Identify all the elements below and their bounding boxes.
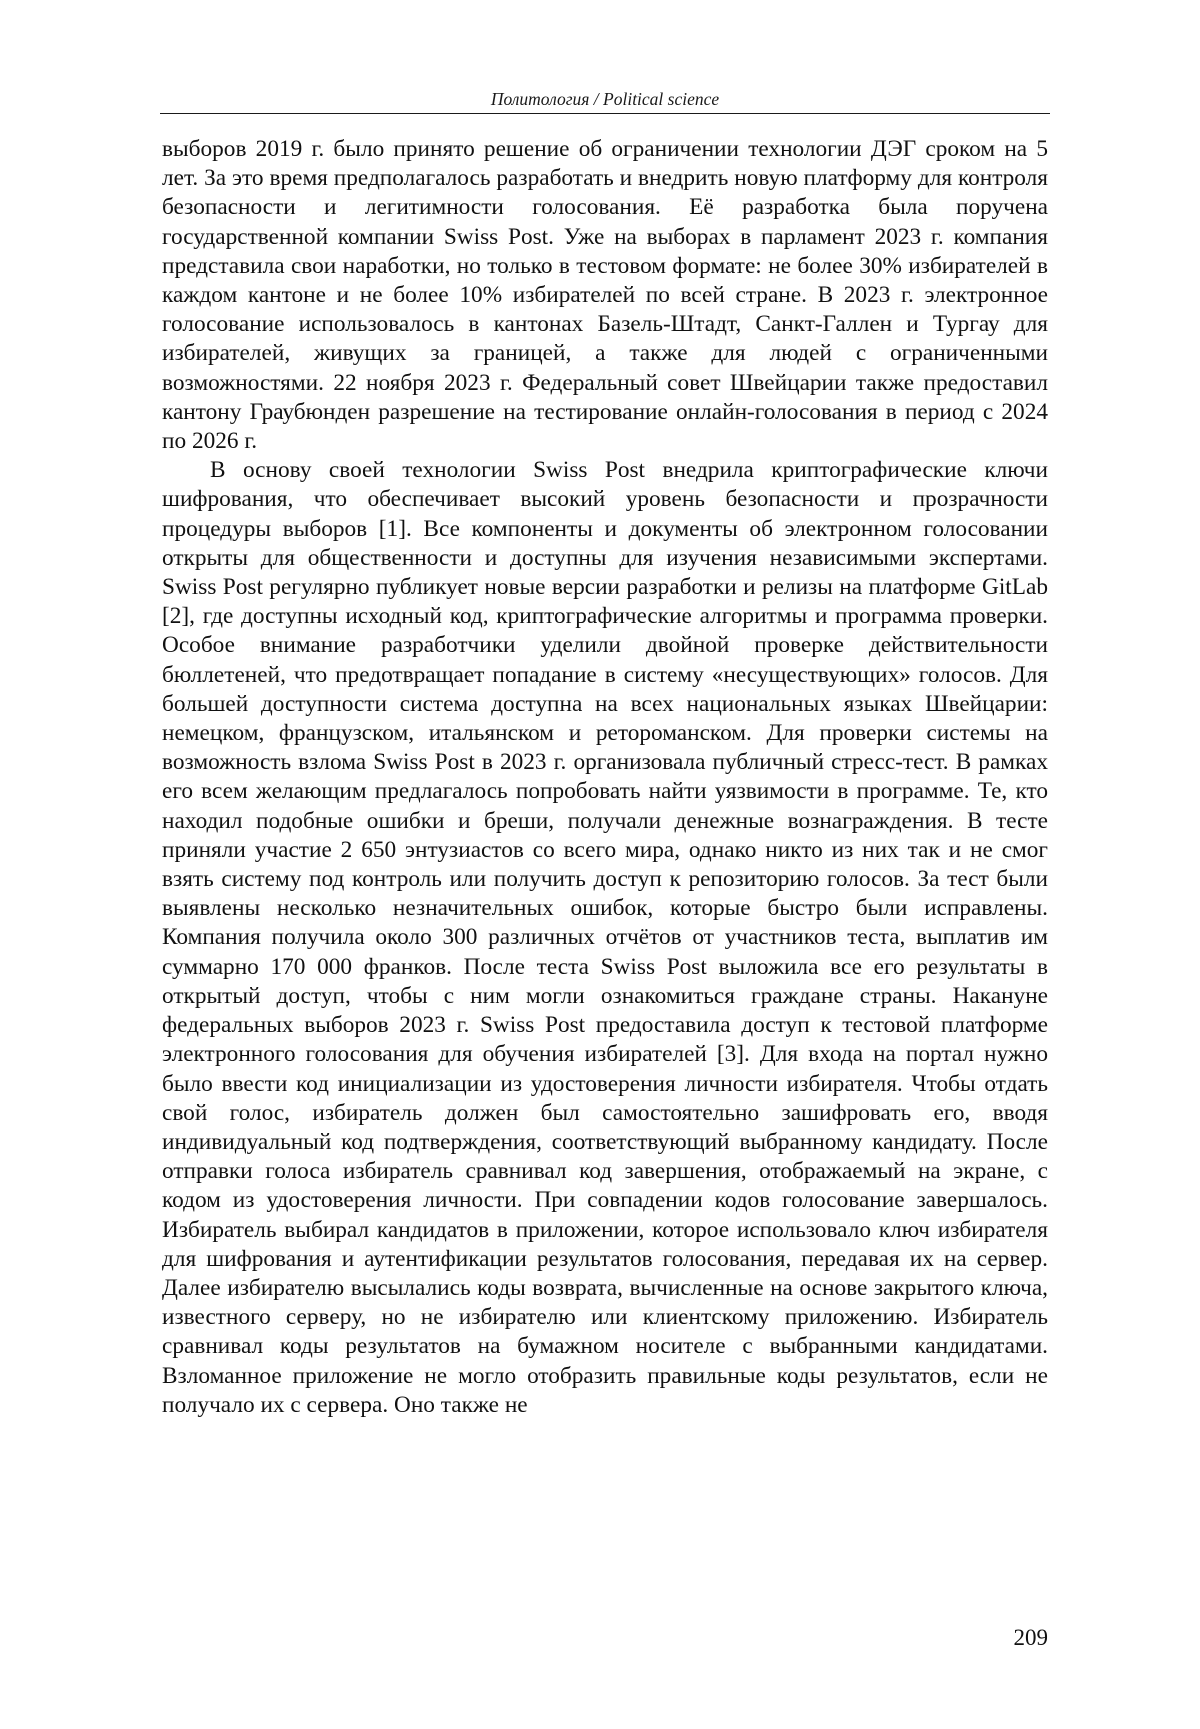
- paragraph-continuation: выборов 2019 г. было принято решение об ограничении технологии ДЭГ сроком на 5 лет. За это время предполагалось разработать и внедрить новую платформу для контроля безопасности и легитимности голосования. Её разработка была поручена государственной компании Swiss Post. Уже на выборах в парламент 2023 г. компания представила свои наработки, но только в тестовом формате: не более 30% избирателей в каждом кантоне и не более 10% избирателей по всей стране. В 2023 г. электронное голосование использовалось в кантонах Базель-Штадт, Санкт-Галлен и Тургау для избирателей, живущих за границей, а также для людей с ограниченными возможностями. 22 ноября 2023 г. Федеральный совет Швейцарии также предоставил кантону Граубюнден разрешение на тестирование онлайн-голосования в период с 2024 по 2026 г.: [162, 136, 1048, 455]
- article-body: [162, 135, 1048, 1420]
- page-number: 209: [1013, 1625, 1048, 1650]
- paragraph-swiss-post-technology: В основу своей технологии Swiss Post внедрила криптографические ключи шифрования, что обеспечивает высокий уровень безопасности и прозрачности процедуры выборов [1]. Все компоненты и документы об электронном голосовании открыты для общественности и доступны для изучения независимыми экспертами. Swiss Post регулярно публикует новые версии разработки и релизы на платформе GitLab [2], где доступны исходный код, криптографические алгоритмы и программа проверки. Особое внимание разработчики уделили двойной проверке действительности бюллетеней, что предотвращает попадание в систему «несуществующих» голосов. Для большей доступности система доступна на всех национальных языках Швейцарии: немецком, французском, итальянском и ретороманском. Для проверки системы на возможность взлома Swiss Post в 2023 г. организовала публичный стресс-тест. В рамках его всем желающим предлагалось попробовать найти уязвимости в программе. Те, кто находил подобные ошибки и бреши, получали денежные вознаграждения. В тесте приняли участие 2 650 энтузиастов со всего мира, однако никто из них так и не смог взять систему под контроль или получить доступ к репозиторию голосов. За тест были выявлены несколько незначительных ошибок, которые быстро были исправлены. Компания получила около 300 различных отчётов от участников теста, выплатив им суммарно 170 000 франков. После теста Swiss Post выложила все его результаты в открытый доступ, чтобы с ним могли ознакомиться граждане страны. Накануне федеральных выборов 2023 г. Swiss Post предоставила доступ к тестовой платформе электронного голосования для обучения избирателей [3]. Для входа на портал нужно было ввести код инициализации из удостоверения личности избирателя. Чтобы отдать свой голос, избиратель должен был самостоятельно зашифровать его, вводя индивидуальный код подтверждения, соответствующий выбранному кандидату. После отправки голоса избиратель сравнивал код завершения, отображаемый на экране, с кодом из удостоверения личности. При совпадении кодов голосование завершалось. Избиратель выбирал кандидатов в приложении, которое использовало ключ избирателя для шифрования и аутентификации результатов голосования, передавая их на сервер. Далее избирателю высылались коды возврата, вычисленные на основе закрытого ключа, известного серверу, но не избирателю или клиентскому приложению. Избиратель сравнивал коды результатов на бумажном носителе с выбранными кандидатами. Взломанное приложение не могло отобразить правильные коды результатов, если не получало их с сервера. Оно также не: [162, 457, 1048, 1418]
- running-title: Политология / Political science: [490, 89, 720, 109]
- header-rule: [160, 113, 1050, 114]
